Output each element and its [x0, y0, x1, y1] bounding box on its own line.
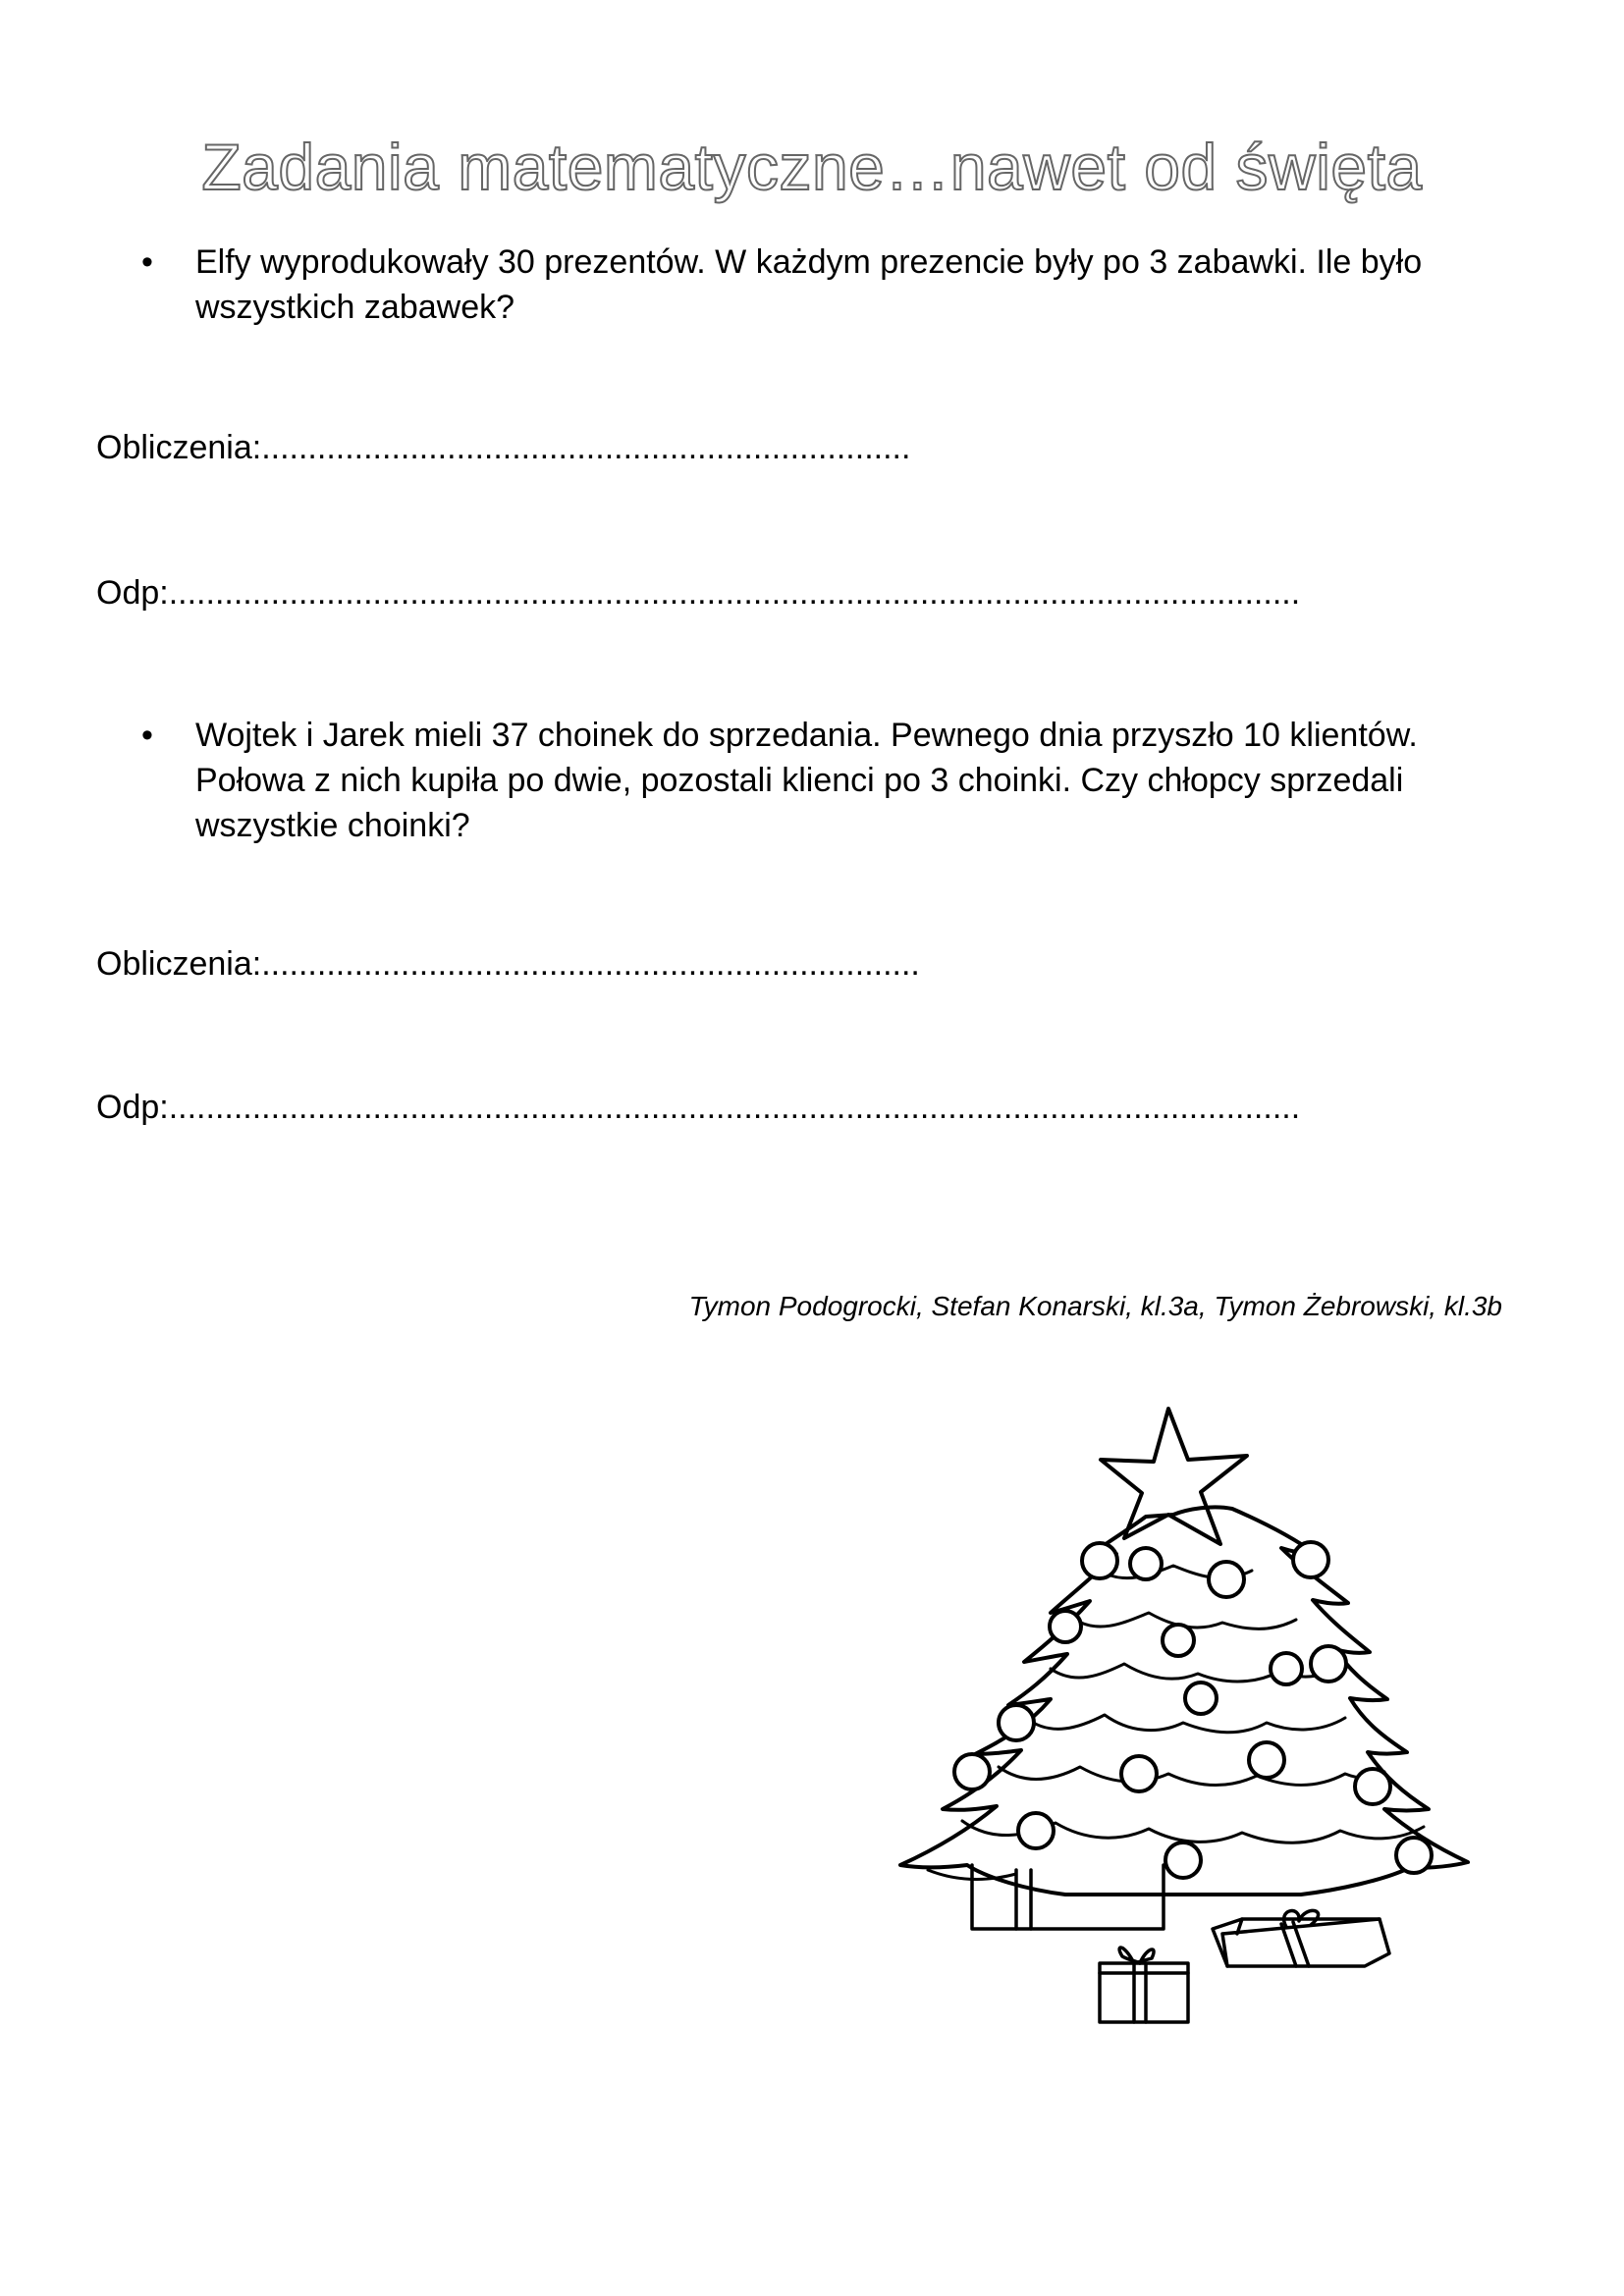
- bullet-icon: •: [141, 717, 153, 754]
- bullet-icon: •: [141, 243, 153, 281]
- task-1-text: Elfy wyprodukowały 30 prezentów. W każdym prezencie były po 3 zabawki. Ile było wszystkich zabawek?: [195, 243, 1423, 326]
- star-icon: [1101, 1409, 1247, 1544]
- task-1: [141, 240, 1447, 338]
- task-2-answer-line: Odp:..........................................................................................................................: [96, 1089, 1301, 1126]
- task-2-text: Wojtek i Jarek mieli 37 choinek do sprzedania. Pewnego dnia przyszło 10 klientów. Połowa z nich kupiła po dwie, pozostali klienci po 3 choinki. Czy chłopcy sprzedali wszystkie choinki?: [195, 717, 1418, 844]
- christmas-tree-icon: [889, 1399, 1478, 2115]
- page-title: Zadania matematyczne…nawet od święta: [201, 131, 1423, 203]
- task-2: [141, 713, 1447, 850]
- task-1-answer-line: Odp:..........................................................................................................................: [96, 574, 1301, 612]
- task-1-calculation-line: Obliczenia:......................................................................: [96, 429, 911, 466]
- authors-credit: Tymon Podogrocki, Stefan Konarski, kl.3a, Tymon Żebrowski, kl.3b: [688, 1291, 1502, 1321]
- task-2-calculation-line: Obliczenia:.......................................................................: [96, 945, 920, 983]
